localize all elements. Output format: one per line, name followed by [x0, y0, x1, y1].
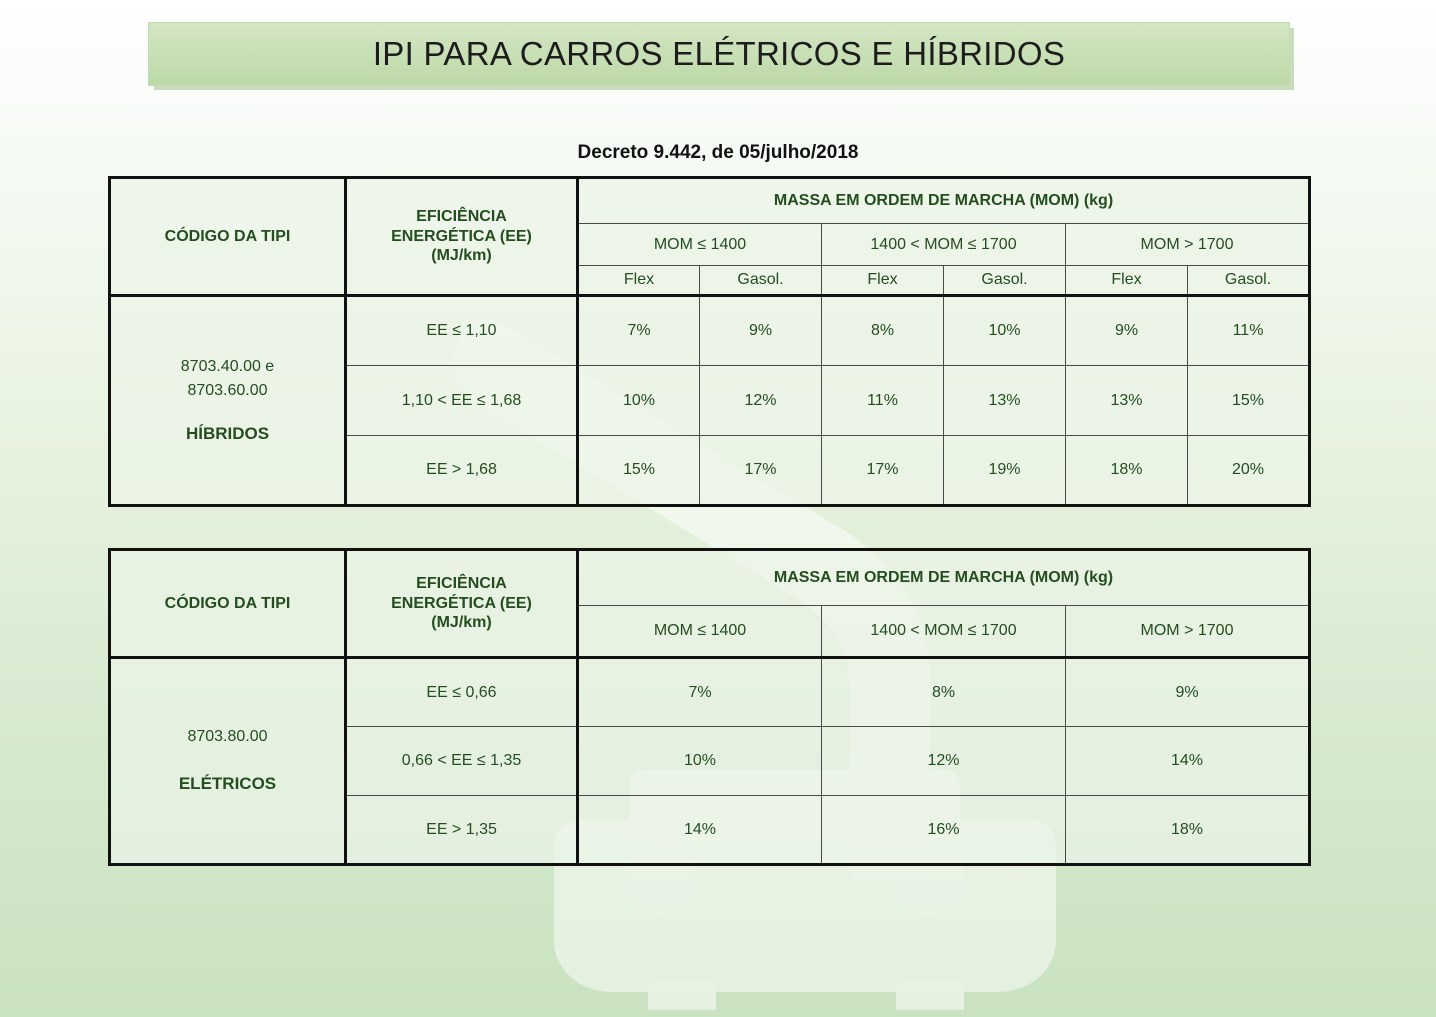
header-mom-group-3: MOM > 1700	[1066, 606, 1310, 658]
cell-value: 18%	[1066, 796, 1310, 865]
cell-value: 10%	[578, 366, 700, 436]
cell-value: 20%	[1188, 436, 1310, 506]
cell-value: 9%	[1066, 658, 1310, 727]
table-row	[110, 658, 1310, 727]
table-hibridos	[108, 176, 1311, 507]
table-eletricos	[108, 548, 1311, 866]
cell-value: 14%	[1066, 727, 1310, 796]
header-fuel-1: Flex	[578, 266, 700, 296]
header-ee-line2: ENERGÉTICA (EE)	[391, 594, 532, 612]
cell-value: 13%	[944, 366, 1066, 436]
cell-value: 12%	[700, 366, 822, 436]
header-eficiencia-energetica	[346, 178, 578, 296]
table-row	[110, 178, 1310, 224]
header-fuel-2: Gasol.	[700, 266, 822, 296]
cell-value: 18%	[1066, 436, 1188, 506]
page-title: IPI PARA CARROS ELÉTRICOS E HÍBRIDOS	[372, 35, 1066, 72]
header-mom-group-1: MOM ≤ 1400	[578, 606, 822, 658]
header-mom-group-2: 1400 < MOM ≤ 1700	[822, 606, 1066, 658]
cell-value: 15%	[578, 436, 700, 506]
cell-codigo-hibridos	[110, 296, 346, 506]
header-fuel-6: Gasol.	[1188, 266, 1310, 296]
cell-value: 17%	[700, 436, 822, 506]
header-fuel-4: Gasol.	[944, 266, 1066, 296]
title-bar	[148, 22, 1290, 86]
header-mom: MASSA EM ORDEM DE MARCHA (MOM) (kg)	[578, 550, 1310, 606]
codigo-line2: 8703.60.00	[187, 381, 268, 399]
header-mom-group-1: MOM ≤ 1400	[578, 224, 822, 266]
header-fuel-3: Flex	[822, 266, 944, 296]
cell-value: 7%	[578, 296, 700, 366]
cell-value: 13%	[1066, 366, 1188, 436]
cell-codigo-eletricos	[110, 658, 346, 865]
header-ee-line1: EFICIÊNCIA	[416, 575, 507, 593]
cell-value: 15%	[1188, 366, 1310, 436]
cell-value: 12%	[822, 727, 1066, 796]
header-mom-group-3: MOM > 1700	[1066, 224, 1310, 266]
header-mom: MASSA EM ORDEM DE MARCHA (MOM) (kg)	[578, 178, 1310, 224]
cell-ee-range: 1,10 < EE ≤ 1,68	[346, 366, 578, 436]
table-row	[110, 550, 1310, 606]
header-fuel-5: Flex	[1066, 266, 1188, 296]
cell-ee-range: EE > 1,35	[346, 796, 578, 865]
cell-value: 10%	[944, 296, 1066, 366]
cell-value: 10%	[578, 727, 822, 796]
header-ee-line3: (MJ/km)	[431, 614, 492, 632]
cell-value: 14%	[578, 796, 822, 865]
cell-value: 7%	[578, 658, 822, 727]
slide-title-banner	[148, 22, 1288, 84]
cell-value: 16%	[822, 796, 1066, 865]
codigo-line1: 8703.80.00	[187, 728, 268, 745]
header-codigo-tipi: CÓDIGO DA TIPI	[110, 550, 346, 658]
header-ee-line2: ENERGÉTICA (EE)	[391, 227, 532, 245]
cell-ee-range: EE > 1,68	[346, 436, 578, 506]
codigo-label-hibridos: HÍBRIDOS	[185, 423, 270, 443]
header-mom-group-2: 1400 < MOM ≤ 1700	[822, 224, 1066, 266]
cell-value: 17%	[822, 436, 944, 506]
cell-value: 9%	[1066, 296, 1188, 366]
cell-ee-range: 0,66 < EE ≤ 1,35	[346, 727, 578, 796]
cell-value: 19%	[944, 436, 1066, 506]
cell-ee-range: EE ≤ 1,10	[346, 296, 578, 366]
table-row	[110, 296, 1310, 366]
header-ee-line3: (MJ/km)	[431, 247, 492, 265]
header-eficiencia-energetica	[346, 550, 578, 658]
cell-value: 9%	[700, 296, 822, 366]
decree-subtitle: Decreto 9.442, de 05/julho/2018	[577, 142, 859, 163]
codigo-line1: 8703.40.00 e	[180, 357, 275, 375]
cell-value: 8%	[822, 658, 1066, 727]
header-codigo-tipi: CÓDIGO DA TIPI	[110, 178, 346, 296]
cell-value: 11%	[822, 366, 944, 436]
cell-value: 8%	[822, 296, 944, 366]
cell-value: 11%	[1188, 296, 1310, 366]
header-ee-line1: EFICIÊNCIA	[416, 208, 507, 226]
cell-ee-range: EE ≤ 0,66	[346, 658, 578, 727]
codigo-label-eletricos: ELÉTRICOS	[178, 774, 277, 793]
